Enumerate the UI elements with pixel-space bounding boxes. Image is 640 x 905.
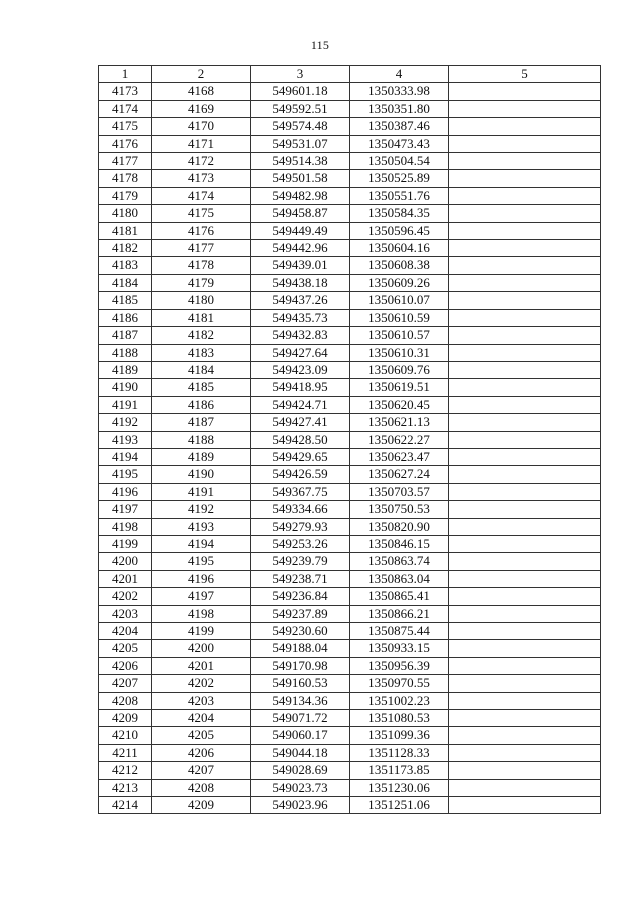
table-cell-col-5 bbox=[449, 448, 601, 465]
table-cell-col-2: 4197 bbox=[152, 588, 251, 605]
table-cell-col-2: 4206 bbox=[152, 744, 251, 761]
table-cell-col-5 bbox=[449, 274, 601, 291]
table-cell-col-4: 1351099.36 bbox=[350, 727, 449, 744]
table-cell-col-1: 4175 bbox=[99, 118, 152, 135]
table-cell-col-3: 549458.87 bbox=[251, 205, 350, 222]
table-cell-col-5 bbox=[449, 205, 601, 222]
table-cell-col-1: 4182 bbox=[99, 240, 152, 257]
table-cell-col-4: 1350596.45 bbox=[350, 222, 449, 239]
table-cell-col-2: 4194 bbox=[152, 535, 251, 552]
table-cell-col-1: 4207 bbox=[99, 675, 152, 692]
table-cell-col-1: 4186 bbox=[99, 309, 152, 326]
table-cell-col-3: 549424.71 bbox=[251, 396, 350, 413]
table-cell-col-3: 549230.60 bbox=[251, 623, 350, 640]
table-cell-col-4: 1351128.33 bbox=[350, 744, 449, 761]
table-cell-col-4: 1350703.57 bbox=[350, 483, 449, 500]
table-cell-col-3: 549442.96 bbox=[251, 240, 350, 257]
table-row bbox=[99, 623, 601, 640]
table-cell-col-1: 4209 bbox=[99, 710, 152, 727]
table-cell-col-4: 1350608.38 bbox=[350, 257, 449, 274]
table-cell-col-1: 4212 bbox=[99, 762, 152, 779]
table-cell-col-3: 549601.18 bbox=[251, 83, 350, 100]
table-cell-col-5 bbox=[449, 309, 601, 326]
table-row bbox=[99, 483, 601, 500]
table-cell-col-5 bbox=[449, 361, 601, 378]
table-row bbox=[99, 640, 601, 657]
table-cell-col-3: 549253.26 bbox=[251, 535, 350, 552]
table-cell-col-5 bbox=[449, 553, 601, 570]
table-cell-col-2: 4196 bbox=[152, 570, 251, 587]
table-cell-col-5 bbox=[449, 170, 601, 187]
table-cell-col-4: 1350473.43 bbox=[350, 135, 449, 152]
table-cell-col-1: 4179 bbox=[99, 187, 152, 204]
table-row bbox=[99, 240, 601, 257]
table-cell-col-3: 549438.18 bbox=[251, 274, 350, 291]
table-cell-col-4: 1350604.16 bbox=[350, 240, 449, 257]
table-cell-col-4: 1350750.53 bbox=[350, 501, 449, 518]
table-cell-col-4: 1350933.15 bbox=[350, 640, 449, 657]
table-cell-col-1: 4200 bbox=[99, 553, 152, 570]
table-row bbox=[99, 431, 601, 448]
table-cell-col-2: 4204 bbox=[152, 710, 251, 727]
table-row bbox=[99, 605, 601, 622]
table-cell-col-5 bbox=[449, 396, 601, 413]
table-cell-col-4: 1351080.53 bbox=[350, 710, 449, 727]
table-cell-col-1: 4190 bbox=[99, 379, 152, 396]
table-cell-col-2: 4183 bbox=[152, 344, 251, 361]
table-cell-col-1: 4187 bbox=[99, 327, 152, 344]
table-cell-col-2: 4170 bbox=[152, 118, 251, 135]
table-cell-col-4: 1350820.90 bbox=[350, 518, 449, 535]
coordinates-table bbox=[98, 65, 601, 814]
column-header-2: 2 bbox=[152, 66, 251, 83]
table-cell-col-3: 549023.96 bbox=[251, 797, 350, 814]
table-cell-col-2: 4207 bbox=[152, 762, 251, 779]
table-cell-col-5 bbox=[449, 100, 601, 117]
table-cell-col-5 bbox=[449, 327, 601, 344]
table-cell-col-4: 1350621.13 bbox=[350, 414, 449, 431]
table-cell-col-3: 549592.51 bbox=[251, 100, 350, 117]
table-cell-col-1: 4177 bbox=[99, 153, 152, 170]
page-number: 115 bbox=[310, 38, 330, 52]
table-cell-col-2: 4202 bbox=[152, 675, 251, 692]
table-cell-col-3: 549531.07 bbox=[251, 135, 350, 152]
table-row bbox=[99, 170, 601, 187]
table-cell-col-4: 1350627.24 bbox=[350, 466, 449, 483]
table-row bbox=[99, 327, 601, 344]
table-cell-col-5 bbox=[449, 187, 601, 204]
table-row bbox=[99, 187, 601, 204]
table-cell-col-1: 4181 bbox=[99, 222, 152, 239]
table-cell-col-1: 4176 bbox=[99, 135, 152, 152]
table-cell-col-3: 549023.73 bbox=[251, 779, 350, 796]
table-cell-col-2: 4192 bbox=[152, 501, 251, 518]
table-row bbox=[99, 466, 601, 483]
table-row bbox=[99, 675, 601, 692]
table-cell-col-3: 549237.89 bbox=[251, 605, 350, 622]
table-cell-col-2: 4190 bbox=[152, 466, 251, 483]
table-row bbox=[99, 118, 601, 135]
table-cell-col-3: 549367.75 bbox=[251, 483, 350, 500]
table-cell-col-2: 4181 bbox=[152, 309, 251, 326]
table-cell-col-5 bbox=[449, 344, 601, 361]
table-row bbox=[99, 309, 601, 326]
table-cell-col-4: 1350623.47 bbox=[350, 448, 449, 465]
table-cell-col-5 bbox=[449, 222, 601, 239]
table-cell-col-2: 4171 bbox=[152, 135, 251, 152]
table-row bbox=[99, 518, 601, 535]
table-cell-col-3: 549435.73 bbox=[251, 309, 350, 326]
table-cell-col-2: 4201 bbox=[152, 657, 251, 674]
table-cell-col-3: 549028.69 bbox=[251, 762, 350, 779]
table-cell-col-3: 549449.49 bbox=[251, 222, 350, 239]
table-cell-col-4: 1350351.80 bbox=[350, 100, 449, 117]
table-cell-col-4: 1350610.07 bbox=[350, 292, 449, 309]
table-cell-col-2: 4176 bbox=[152, 222, 251, 239]
table-cell-col-4: 1350333.98 bbox=[350, 83, 449, 100]
table-cell-col-2: 4187 bbox=[152, 414, 251, 431]
table-cell-col-2: 4180 bbox=[152, 292, 251, 309]
table-cell-col-4: 1350610.31 bbox=[350, 344, 449, 361]
table-cell-col-2: 4168 bbox=[152, 83, 251, 100]
table-cell-col-1: 4199 bbox=[99, 535, 152, 552]
table-cell-col-4: 1350525.89 bbox=[350, 170, 449, 187]
table-row bbox=[99, 448, 601, 465]
table-cell-col-1: 4191 bbox=[99, 396, 152, 413]
table-cell-col-2: 4177 bbox=[152, 240, 251, 257]
table-cell-col-1: 4214 bbox=[99, 797, 152, 814]
table-cell-col-1: 4189 bbox=[99, 361, 152, 378]
table-cell-col-3: 549432.83 bbox=[251, 327, 350, 344]
table-cell-col-4: 1350609.76 bbox=[350, 361, 449, 378]
table-cell-col-3: 549482.98 bbox=[251, 187, 350, 204]
table-cell-col-1: 4194 bbox=[99, 448, 152, 465]
table-cell-col-3: 549134.36 bbox=[251, 692, 350, 709]
table-cell-col-5 bbox=[449, 118, 601, 135]
table-cell-col-1: 4178 bbox=[99, 170, 152, 187]
table-cell-col-3: 549423.09 bbox=[251, 361, 350, 378]
table-cell-col-4: 1350504.54 bbox=[350, 153, 449, 170]
table-cell-col-3: 549427.41 bbox=[251, 414, 350, 431]
table-cell-col-1: 4206 bbox=[99, 657, 152, 674]
table-cell-col-2: 4200 bbox=[152, 640, 251, 657]
table-cell-col-2: 4186 bbox=[152, 396, 251, 413]
table-row bbox=[99, 535, 601, 552]
table-cell-col-4: 1350866.21 bbox=[350, 605, 449, 622]
table-row bbox=[99, 292, 601, 309]
table-cell-col-2: 4189 bbox=[152, 448, 251, 465]
table-cell-col-1: 4180 bbox=[99, 205, 152, 222]
table-row bbox=[99, 570, 601, 587]
table-cell-col-5 bbox=[449, 588, 601, 605]
table-cell-col-1: 4201 bbox=[99, 570, 152, 587]
table-cell-col-5 bbox=[449, 605, 601, 622]
table-cell-col-3: 549279.93 bbox=[251, 518, 350, 535]
table-row bbox=[99, 797, 601, 814]
table-cell-col-4: 1350863.74 bbox=[350, 553, 449, 570]
table-row bbox=[99, 153, 601, 170]
table-cell-col-4: 1351251.06 bbox=[350, 797, 449, 814]
table-cell-col-3: 549044.18 bbox=[251, 744, 350, 761]
table-cell-col-5 bbox=[449, 483, 601, 500]
table-row bbox=[99, 501, 601, 518]
table-cell-col-5 bbox=[449, 779, 601, 796]
table-cell-col-2: 4205 bbox=[152, 727, 251, 744]
table-cell-col-5 bbox=[449, 135, 601, 152]
table-cell-col-3: 549238.71 bbox=[251, 570, 350, 587]
table-row bbox=[99, 205, 601, 222]
table-row bbox=[99, 553, 601, 570]
table-cell-col-1: 4211 bbox=[99, 744, 152, 761]
table-cell-col-1: 4183 bbox=[99, 257, 152, 274]
table-cell-col-1: 4188 bbox=[99, 344, 152, 361]
table-cell-col-4: 1350610.59 bbox=[350, 309, 449, 326]
table-cell-col-3: 549574.48 bbox=[251, 118, 350, 135]
table-header-row bbox=[99, 66, 601, 83]
table-cell-col-1: 4174 bbox=[99, 100, 152, 117]
table-cell-col-4: 1350863.04 bbox=[350, 570, 449, 587]
table-cell-col-3: 549439.01 bbox=[251, 257, 350, 274]
table-cell-col-3: 549188.04 bbox=[251, 640, 350, 657]
table-cell-col-3: 549428.50 bbox=[251, 431, 350, 448]
table-cell-col-5 bbox=[449, 744, 601, 761]
table-cell-col-3: 549170.98 bbox=[251, 657, 350, 674]
table-cell-col-4: 1350875.44 bbox=[350, 623, 449, 640]
table-cell-col-5 bbox=[449, 640, 601, 657]
table-cell-col-1: 4204 bbox=[99, 623, 152, 640]
table-cell-col-3: 549426.59 bbox=[251, 466, 350, 483]
table-cell-col-2: 4182 bbox=[152, 327, 251, 344]
table-cell-col-4: 1350846.15 bbox=[350, 535, 449, 552]
table-cell-col-5 bbox=[449, 570, 601, 587]
table-cell-col-2: 4209 bbox=[152, 797, 251, 814]
table-row bbox=[99, 257, 601, 274]
table-cell-col-5 bbox=[449, 657, 601, 674]
table-cell-col-5 bbox=[449, 675, 601, 692]
table-row bbox=[99, 727, 601, 744]
table-cell-col-5 bbox=[449, 466, 601, 483]
table-cell-col-3: 549418.95 bbox=[251, 379, 350, 396]
table-cell-col-4: 1351230.06 bbox=[350, 779, 449, 796]
table-cell-col-2: 4185 bbox=[152, 379, 251, 396]
table-cell-col-2: 4198 bbox=[152, 605, 251, 622]
column-header-5: 5 bbox=[449, 66, 601, 83]
table-cell-col-1: 4173 bbox=[99, 83, 152, 100]
table-cell-col-4: 1350584.35 bbox=[350, 205, 449, 222]
table-cell-col-2: 4179 bbox=[152, 274, 251, 291]
table-cell-col-5 bbox=[449, 762, 601, 779]
table-cell-col-1: 4196 bbox=[99, 483, 152, 500]
column-header-1: 1 bbox=[99, 66, 152, 83]
table-row bbox=[99, 396, 601, 413]
table-cell-col-1: 4195 bbox=[99, 466, 152, 483]
table-cell-col-5 bbox=[449, 292, 601, 309]
table-cell-col-1: 4185 bbox=[99, 292, 152, 309]
table-cell-col-5 bbox=[449, 240, 601, 257]
table-row bbox=[99, 379, 601, 396]
table-cell-col-2: 4208 bbox=[152, 779, 251, 796]
table-cell-col-5 bbox=[449, 710, 601, 727]
table-row bbox=[99, 135, 601, 152]
table-row bbox=[99, 274, 601, 291]
table-cell-col-4: 1350619.51 bbox=[350, 379, 449, 396]
table-cell-col-2: 4175 bbox=[152, 205, 251, 222]
table-cell-col-3: 549071.72 bbox=[251, 710, 350, 727]
table-cell-col-5 bbox=[449, 431, 601, 448]
table-row bbox=[99, 361, 601, 378]
table-cell-col-5 bbox=[449, 83, 601, 100]
table-cell-col-2: 4169 bbox=[152, 100, 251, 117]
table-cell-col-4: 1350387.46 bbox=[350, 118, 449, 135]
table-cell-col-1: 4205 bbox=[99, 640, 152, 657]
table-row bbox=[99, 344, 601, 361]
table-cell-col-2: 4173 bbox=[152, 170, 251, 187]
table-cell-col-1: 4210 bbox=[99, 727, 152, 744]
table-cell-col-5 bbox=[449, 379, 601, 396]
table-cell-col-2: 4178 bbox=[152, 257, 251, 274]
table-cell-col-1: 4197 bbox=[99, 501, 152, 518]
table-cell-col-3: 549239.79 bbox=[251, 553, 350, 570]
table-cell-col-1: 4213 bbox=[99, 779, 152, 796]
table-cell-col-2: 4191 bbox=[152, 483, 251, 500]
table-cell-col-4: 1350620.45 bbox=[350, 396, 449, 413]
table-cell-col-2: 4174 bbox=[152, 187, 251, 204]
table-cell-col-1: 4208 bbox=[99, 692, 152, 709]
table-row bbox=[99, 744, 601, 761]
table-cell-col-3: 549427.64 bbox=[251, 344, 350, 361]
table-cell-col-4: 1350610.57 bbox=[350, 327, 449, 344]
table-cell-col-3: 549160.53 bbox=[251, 675, 350, 692]
table-cell-col-3: 549514.38 bbox=[251, 153, 350, 170]
column-header-4: 4 bbox=[350, 66, 449, 83]
table-row bbox=[99, 779, 601, 796]
table-cell-col-5 bbox=[449, 414, 601, 431]
table-cell-col-3: 549437.26 bbox=[251, 292, 350, 309]
table-cell-col-3: 549236.84 bbox=[251, 588, 350, 605]
table-cell-col-3: 549429.65 bbox=[251, 448, 350, 465]
table-cell-col-1: 4203 bbox=[99, 605, 152, 622]
table-cell-col-5 bbox=[449, 535, 601, 552]
table-cell-col-1: 4193 bbox=[99, 431, 152, 448]
table-cell-col-3: 549334.66 bbox=[251, 501, 350, 518]
table-cell-col-2: 4184 bbox=[152, 361, 251, 378]
table-cell-col-4: 1351002.23 bbox=[350, 692, 449, 709]
table-cell-col-5 bbox=[449, 257, 601, 274]
table-cell-col-5 bbox=[449, 727, 601, 744]
table-cell-col-2: 4193 bbox=[152, 518, 251, 535]
table-row bbox=[99, 414, 601, 431]
table-cell-col-1: 4198 bbox=[99, 518, 152, 535]
table-cell-col-4: 1350970.55 bbox=[350, 675, 449, 692]
table-row bbox=[99, 83, 601, 100]
table-row bbox=[99, 588, 601, 605]
column-header-3: 3 bbox=[251, 66, 350, 83]
table-row bbox=[99, 222, 601, 239]
table-cell-col-5 bbox=[449, 501, 601, 518]
table-cell-col-2: 4172 bbox=[152, 153, 251, 170]
table-cell-col-2: 4199 bbox=[152, 623, 251, 640]
table-cell-col-5 bbox=[449, 797, 601, 814]
table-cell-col-4: 1351173.85 bbox=[350, 762, 449, 779]
table-cell-col-5 bbox=[449, 623, 601, 640]
table-cell-col-1: 4184 bbox=[99, 274, 152, 291]
table-cell-col-2: 4195 bbox=[152, 553, 251, 570]
table-cell-col-5 bbox=[449, 518, 601, 535]
table-cell-col-4: 1350956.39 bbox=[350, 657, 449, 674]
table-row bbox=[99, 692, 601, 709]
table-cell-col-5 bbox=[449, 692, 601, 709]
table-cell-col-2: 4203 bbox=[152, 692, 251, 709]
table-cell-col-3: 549501.58 bbox=[251, 170, 350, 187]
table-cell-col-1: 4192 bbox=[99, 414, 152, 431]
table-cell-col-5 bbox=[449, 153, 601, 170]
table-cell-col-4: 1350551.76 bbox=[350, 187, 449, 204]
table-row bbox=[99, 657, 601, 674]
table-row bbox=[99, 762, 601, 779]
table-body bbox=[99, 83, 601, 814]
table-cell-col-4: 1350622.27 bbox=[350, 431, 449, 448]
table-row bbox=[99, 710, 601, 727]
table-cell-col-1: 4202 bbox=[99, 588, 152, 605]
table-cell-col-4: 1350865.41 bbox=[350, 588, 449, 605]
table-cell-col-4: 1350609.26 bbox=[350, 274, 449, 291]
table-cell-col-3: 549060.17 bbox=[251, 727, 350, 744]
table-cell-col-2: 4188 bbox=[152, 431, 251, 448]
table-row bbox=[99, 100, 601, 117]
